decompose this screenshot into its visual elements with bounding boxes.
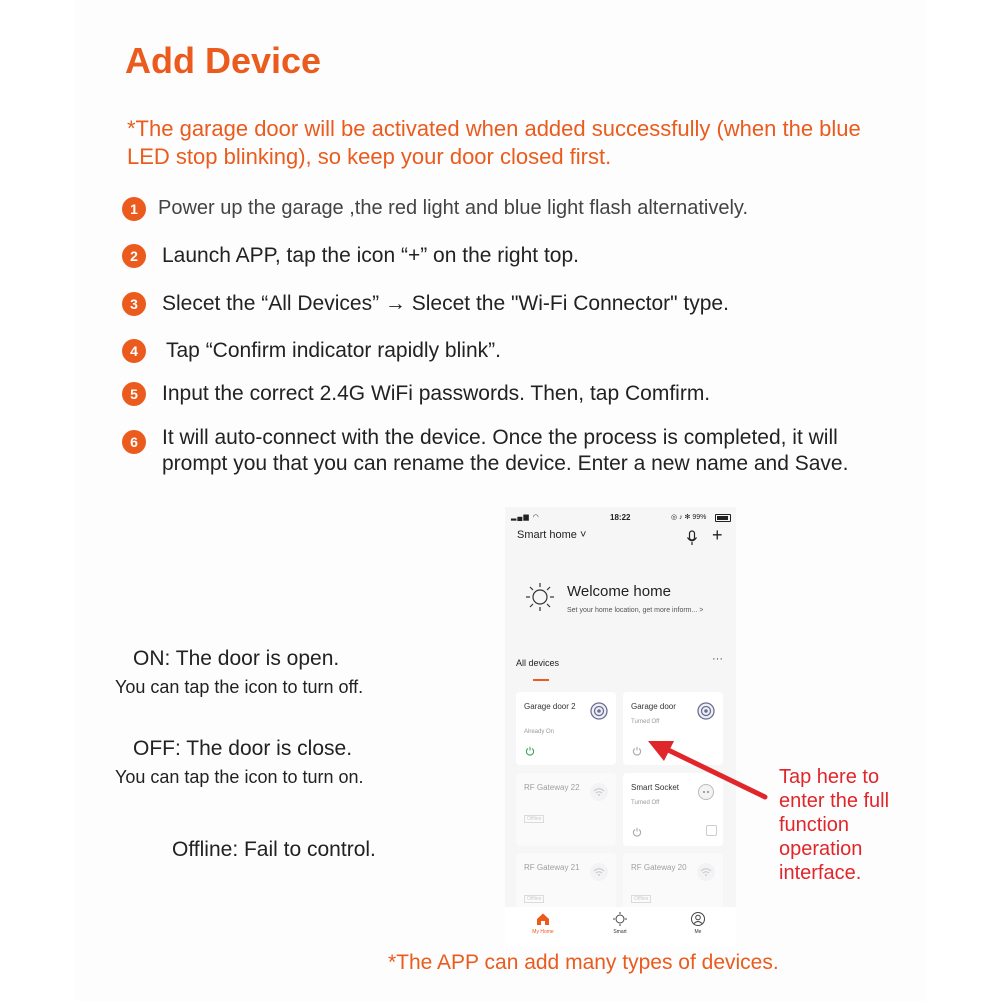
status-time: 18:22	[610, 513, 631, 522]
device-name: RF Gateway 21	[524, 863, 580, 872]
step-text: It will auto-connect with the device. Once the process is completed, it will prompt you that you can rename the device. Enter a new name and Save.	[162, 426, 849, 475]
status-icons: ◎ ♪ ✻ 99%	[671, 514, 707, 521]
nav-smart[interactable]	[595, 911, 645, 935]
step-text: Tap “Confirm indicator rapidly blink”.	[166, 339, 501, 362]
nav-label: My Home	[532, 929, 554, 935]
status-bar	[505, 507, 736, 527]
lightbulb-icon	[612, 911, 628, 927]
chevron-down-icon[interactable]	[706, 825, 717, 836]
step-number: 1	[122, 197, 146, 221]
home-selector[interactable]: Smart home ˅	[517, 529, 587, 541]
wifi-icon	[590, 863, 608, 881]
profile-icon	[690, 911, 706, 927]
add-device-button[interactable]: +	[712, 525, 723, 545]
device-name: Garage door	[631, 702, 676, 711]
battery-icon	[715, 514, 731, 522]
offline-state-note: Offline: Fail to control.	[172, 838, 376, 861]
power-on-button[interactable]	[525, 746, 535, 756]
signal-icon: ▂▄▆ ◠	[511, 514, 540, 521]
step-number: 2	[122, 244, 146, 268]
callout-text: Tap here to enter the full function operation interface.	[779, 766, 890, 884]
off-state-title: OFF: The door is close.	[133, 737, 353, 760]
footer-note: *The APP can add many types of devices.	[388, 951, 779, 974]
device-state: Already On	[524, 729, 555, 735]
welcome-subtitle[interactable]: Set your home location, get more inform... >	[567, 607, 704, 614]
on-state-desc: You can tap the icon to turn off.	[115, 677, 364, 697]
offline-badge: Offline	[524, 895, 544, 903]
power-off-button[interactable]	[632, 827, 642, 837]
home-icon	[535, 911, 551, 927]
sun-icon	[523, 579, 557, 613]
device-name: RF Gateway 20	[631, 863, 687, 872]
off-state-desc: You can tap the icon to turn on.	[115, 767, 364, 787]
offline-badge: Offline	[524, 815, 544, 823]
garage-door-icon	[590, 702, 608, 720]
offline-badge: Offline	[631, 895, 651, 903]
device-card-garage-door-2[interactable]	[516, 692, 616, 765]
microphone-icon[interactable]	[685, 530, 699, 546]
battery-percent: 99%	[692, 514, 707, 521]
nav-label: Smart	[613, 929, 627, 935]
app-screenshot	[505, 507, 736, 947]
device-card-rf-gateway-22[interactable]	[516, 773, 616, 846]
welcome-title: Welcome home	[567, 583, 671, 600]
step-text: Launch APP, tap the icon “+” on the right top.	[162, 244, 579, 267]
step-number: 3	[122, 292, 146, 316]
callout-arrow	[640, 735, 770, 805]
nav-me[interactable]	[673, 911, 723, 935]
on-state-title: ON: The door is open.	[133, 647, 340, 670]
nav-label: Me	[694, 929, 702, 935]
step-number: 6	[122, 430, 146, 454]
device-name: RF Gateway 22	[524, 783, 580, 792]
device-name: Garage door 2	[524, 702, 576, 711]
device-state: Turned Off	[631, 800, 660, 806]
warning-note: *The garage door will be activated when added successfully (when the blue LED stop blinking), so keep your door closed first.	[127, 116, 861, 169]
tab-all-devices[interactable]: All devices	[516, 658, 560, 668]
device-state: Turned Off	[631, 719, 660, 725]
tab-underline	[533, 679, 549, 681]
wifi-icon	[590, 783, 608, 801]
device-name: Smart Socket	[631, 783, 680, 792]
bottom-nav	[505, 907, 736, 947]
welcome-card[interactable]	[515, 567, 731, 627]
step-text: Power up the garage ,the red light and blue light flash alternatively.	[158, 197, 748, 219]
step-text: Slecet the “All Devices” → Slecet the "Wi-Fi Connector" type.	[162, 292, 729, 315]
step-text: Input the correct 2.4G WiFi passwords. Then, tap Comfirm.	[162, 382, 711, 405]
page-title: Add Device	[125, 40, 322, 81]
nav-my-home[interactable]	[518, 911, 568, 935]
garage-door-icon	[697, 702, 715, 720]
wifi-icon	[697, 863, 715, 881]
step-number: 4	[122, 339, 146, 363]
more-options-icon[interactable]: ···	[712, 653, 723, 665]
step-number: 5	[122, 382, 146, 406]
